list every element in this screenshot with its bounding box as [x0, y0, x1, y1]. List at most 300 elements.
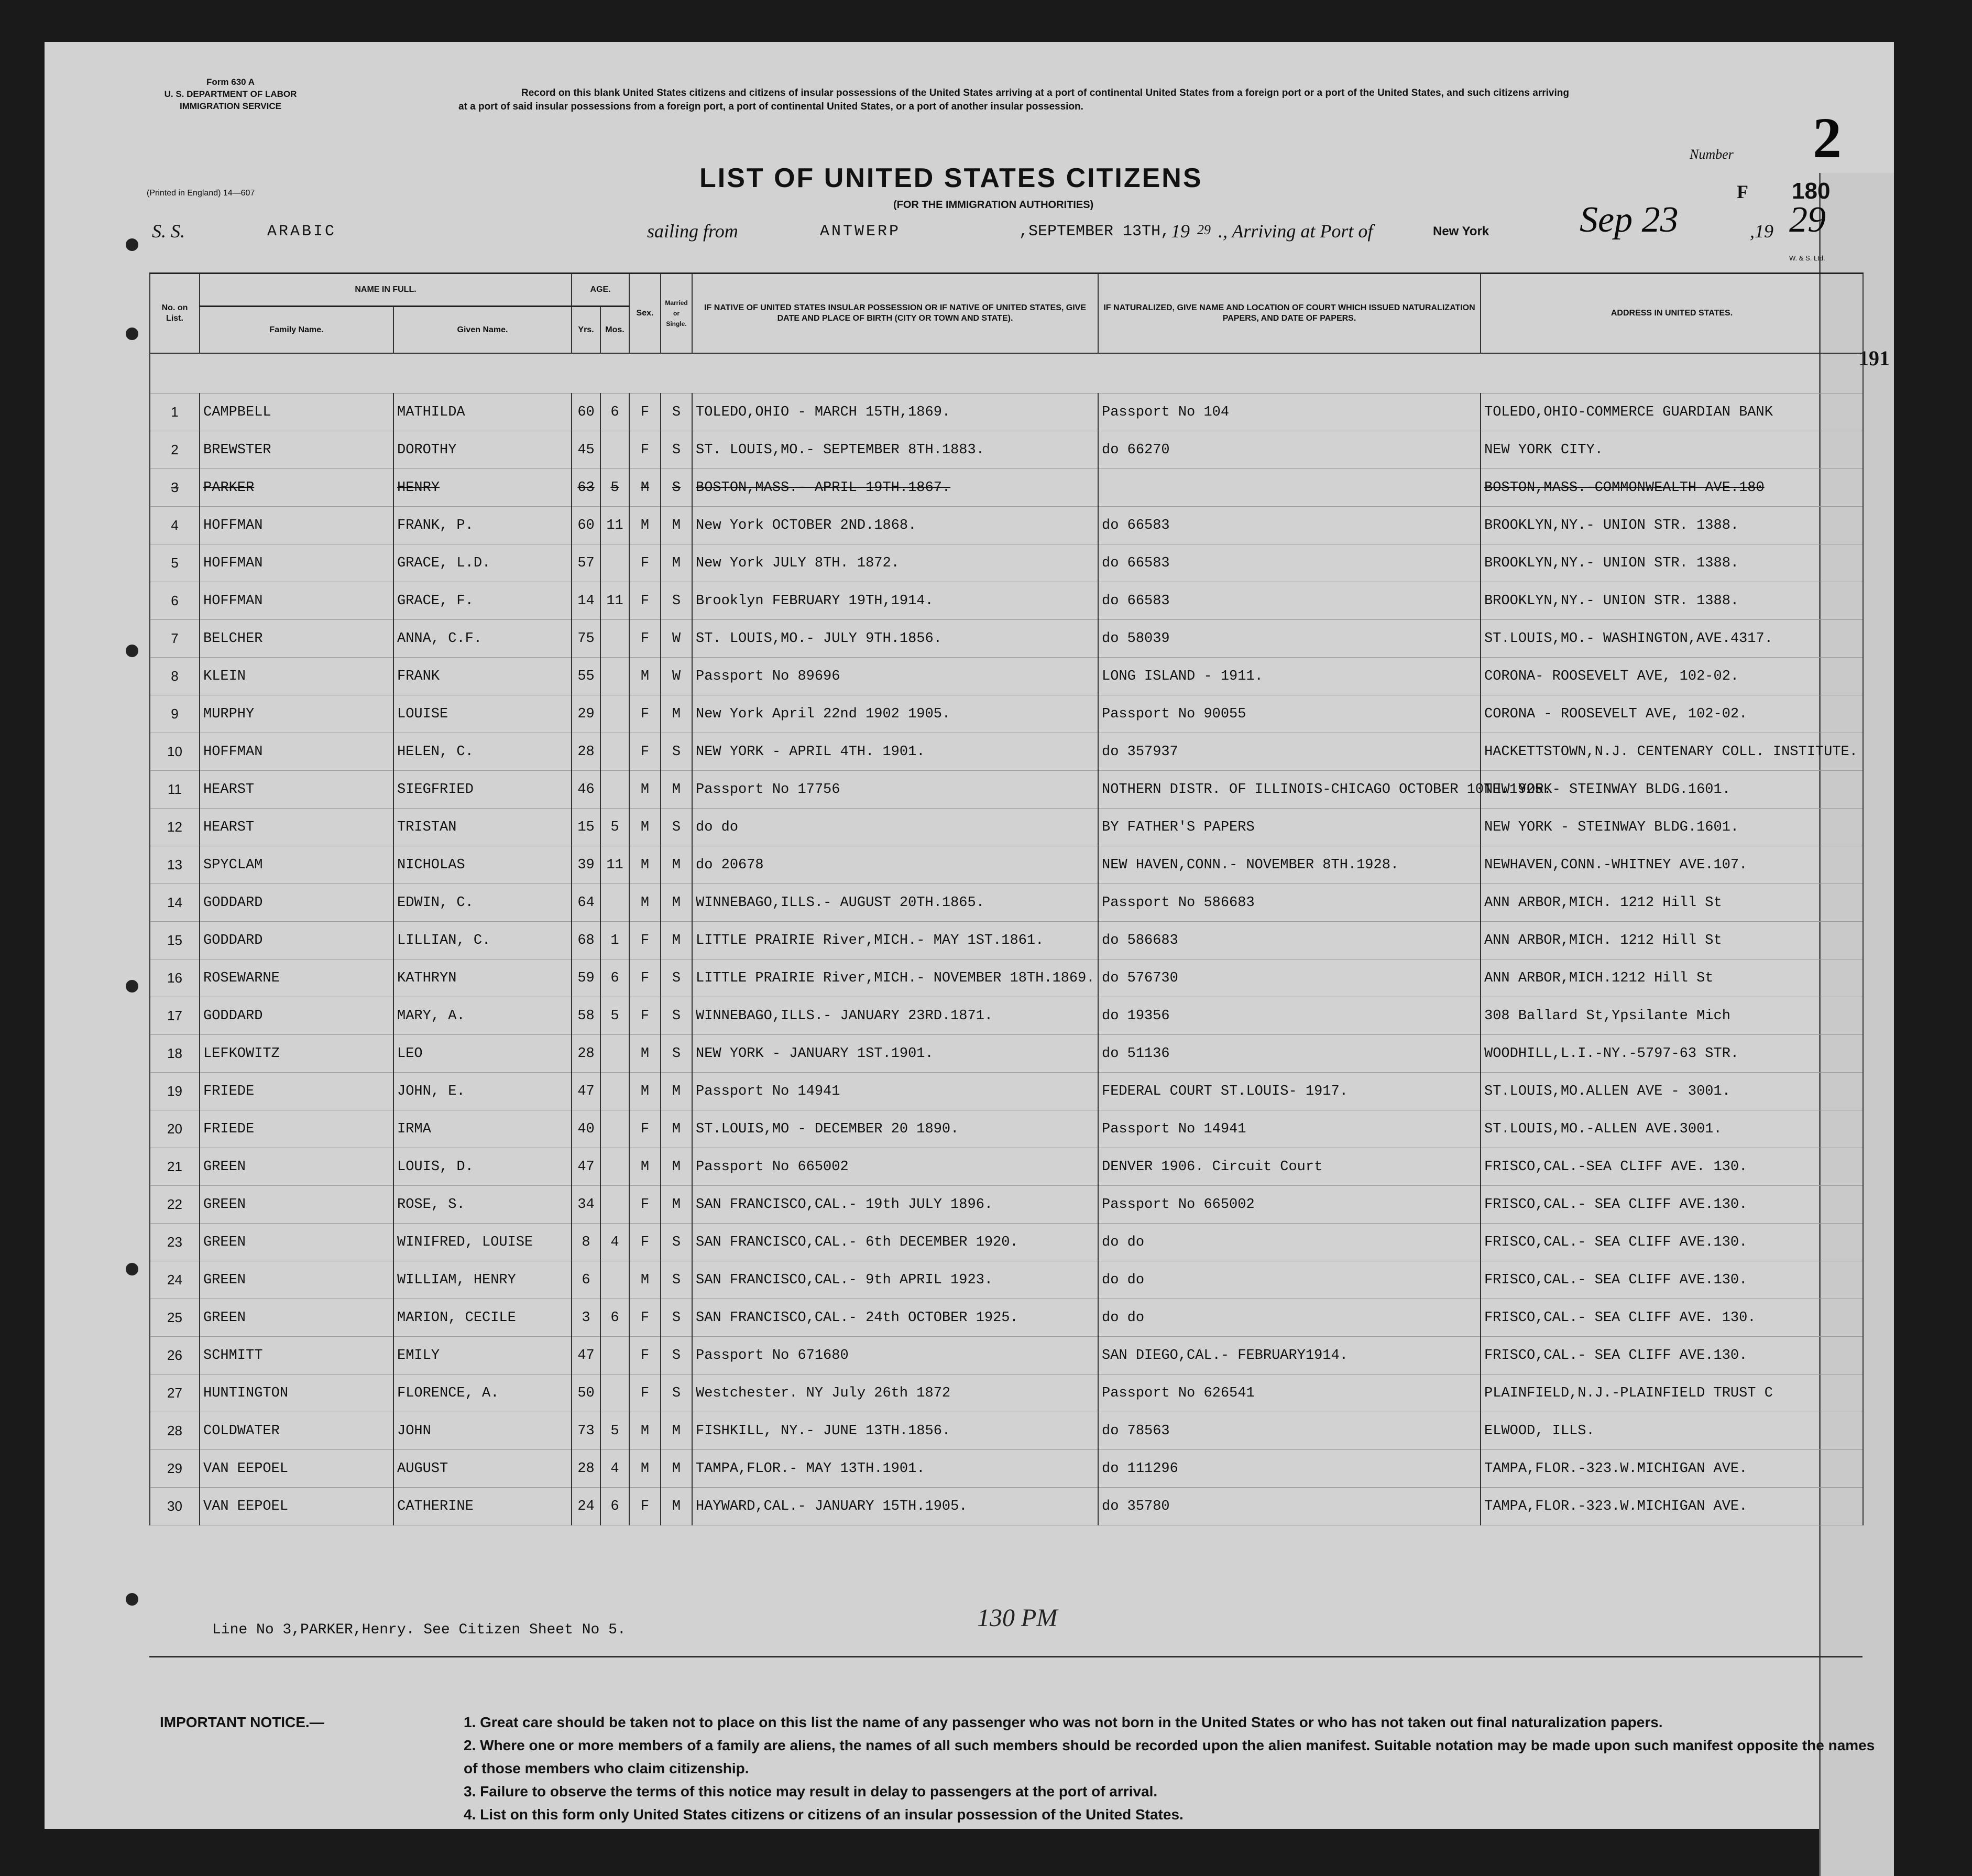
us-address: ST.LOUIS,MO.- WASHINGTON,AVE.4317.: [1481, 620, 1863, 658]
table-row: [150, 884, 1863, 922]
family-name: HOFFMAN: [200, 582, 393, 620]
sex: M: [629, 1148, 661, 1186]
page-subtitle: (FOR THE IMMIGRATION AUTHORITIES): [893, 199, 1094, 211]
naturalization-info: Passport No 665002: [1098, 1186, 1481, 1224]
row-number: 17: [150, 997, 200, 1035]
table-row: [150, 846, 1863, 884]
us-address: FRISCO,CAL.- SEA CLIFF AVE. 130.: [1481, 1299, 1863, 1337]
naturalization-info: do 78563: [1098, 1412, 1481, 1450]
binding-hole: [126, 980, 138, 992]
given-name: LEO: [393, 1035, 572, 1073]
binding-hole: [126, 1593, 138, 1606]
row-number: 14: [150, 884, 200, 922]
sex: M: [629, 1261, 661, 1299]
age-years: 47: [572, 1337, 600, 1375]
given-name: GRACE, L.D.: [393, 544, 572, 582]
age-months: [600, 884, 629, 922]
us-address: ANN ARBOR,MICH. 1212 Hill St: [1481, 922, 1863, 959]
naturalization-info: do do: [1098, 1224, 1481, 1261]
marital-status: S: [661, 997, 692, 1035]
naturalization-info: do 576730: [1098, 959, 1481, 997]
age-months: [600, 620, 629, 658]
marital-status: S: [661, 582, 692, 620]
age-years: 6: [572, 1261, 600, 1299]
age-months: [600, 1337, 629, 1375]
given-name: FRANK, P.: [393, 507, 572, 544]
sailing-year: 29: [1197, 222, 1211, 237]
sex: F: [629, 959, 661, 997]
row-number: 19: [150, 1073, 200, 1110]
naturalization-info: FEDERAL COURT ST.LOUIS- 1917.: [1098, 1073, 1481, 1110]
table-row: [150, 1299, 1863, 1337]
table-row: [150, 582, 1863, 620]
page-title: LIST OF UNITED STATES CITIZENS: [699, 163, 1203, 193]
citizen-list-table: [149, 272, 1864, 1525]
family-name: ROSEWARNE: [200, 959, 393, 997]
birth-info: Passport No 17756: [692, 771, 1098, 809]
us-address: ST.LOUIS,MO.ALLEN AVE - 3001.: [1481, 1073, 1863, 1110]
family-name: GODDARD: [200, 997, 393, 1035]
col-yrs: Yrs.: [572, 307, 600, 354]
notice-heading: IMPORTANT NOTICE.—: [160, 1714, 324, 1730]
marital-status: M: [661, 846, 692, 884]
row-number: 16: [150, 959, 200, 997]
row-number: 23: [150, 1224, 200, 1261]
given-name: MATHILDA: [393, 394, 572, 431]
age-months: [600, 771, 629, 809]
age-months: [600, 1110, 629, 1148]
age-months: [600, 431, 629, 469]
naturalization-info: Passport No 104: [1098, 394, 1481, 431]
naturalization-info: Passport No 626541: [1098, 1375, 1481, 1412]
us-address: TAMPA,FLOR.-323.W.MICHIGAN AVE.: [1481, 1488, 1863, 1525]
notice-item: 2. Where one or more members of a family are aliens, the names of all such members should be recorded upon the alien manifest. Suitable notation may be made upon such manifest opposite the names of those members who claim citizenship.: [464, 1737, 1875, 1776]
naturalization-info: do 66270: [1098, 431, 1481, 469]
row-number: 22: [150, 1186, 200, 1224]
age-years: 75: [572, 620, 600, 658]
given-name: KATHRYN: [393, 959, 572, 997]
birth-info: Passport No 89696: [692, 658, 1098, 695]
family-name: KLEIN: [200, 658, 393, 695]
marital-status: S: [661, 431, 692, 469]
us-address: HACKETTSTOWN,N.J. CENTENARY COLL. INSTITUTE.: [1481, 733, 1863, 771]
birth-info: ST.LOUIS,MO - DECEMBER 20 1890.: [692, 1110, 1098, 1148]
given-name: LILLIAN, C.: [393, 922, 572, 959]
table-row: [150, 1261, 1863, 1299]
table-row: [150, 544, 1863, 582]
us-address: NEW YORK- STEINWAY BLDG.1601.: [1481, 771, 1863, 809]
given-name: IRMA: [393, 1110, 572, 1148]
naturalization-info: do 357937: [1098, 733, 1481, 771]
birth-info: New York April 22nd 1902 1905.: [692, 695, 1098, 733]
sex: M: [629, 507, 661, 544]
naturalization-info: do 19356: [1098, 997, 1481, 1035]
age-years: 64: [572, 884, 600, 922]
marital-status: S: [661, 1299, 692, 1337]
given-name: MARY, A.: [393, 997, 572, 1035]
age-months: [600, 1261, 629, 1299]
family-name: GREEN: [200, 1299, 393, 1337]
family-name: FRIEDE: [200, 1073, 393, 1110]
age-years: 15: [572, 809, 600, 846]
row-number: 13: [150, 846, 200, 884]
us-address: NEWHAVEN,CONN.-WHITNEY AVE.107.: [1481, 846, 1863, 884]
birth-info: LITTLE PRAIRIE River,MICH.- NOVEMBER 18TH.1869.: [692, 959, 1098, 997]
row-number: 8: [150, 658, 200, 695]
family-name: GREEN: [200, 1224, 393, 1261]
age-years: 34: [572, 1186, 600, 1224]
age-years: 28: [572, 733, 600, 771]
col-mos: Mos.: [600, 307, 629, 354]
record-instructions: Record on this blank United States citizens and citizens of insular possessions of the United States arriving at a port of continental United States from a foreign port or a port of the United States, and such citizens arriving at a port of said insular possessions from a foreign port, a port of continental United States, or a port of another insular possession.: [458, 88, 1569, 112]
col-name: NAME IN FULL.: [200, 274, 572, 307]
age-months: 4: [600, 1224, 629, 1261]
table-row: [150, 1073, 1863, 1110]
table-row: [150, 733, 1863, 771]
family-name: GREEN: [200, 1261, 393, 1299]
marital-status: M: [661, 695, 692, 733]
row-number: 12: [150, 809, 200, 846]
given-name: JOHN: [393, 1412, 572, 1450]
family-name: FRIEDE: [200, 1110, 393, 1148]
row-number: 30: [150, 1488, 200, 1525]
family-name: VAN EEPOEL: [200, 1488, 393, 1525]
family-name: HUNTINGTON: [200, 1375, 393, 1412]
arrival-date: Sep 23: [1580, 200, 1679, 240]
us-address: BROOKLYN,NY.- UNION STR. 1388.: [1481, 507, 1863, 544]
birth-info: ST. LOUIS,MO.- SEPTEMBER 8TH.1883.: [692, 431, 1098, 469]
binding-hole: [126, 1263, 138, 1275]
marital-status: S: [661, 733, 692, 771]
family-name: LEFKOWITZ: [200, 1035, 393, 1073]
given-name: CATHERINE: [393, 1488, 572, 1525]
sex: F: [629, 997, 661, 1035]
sex: M: [629, 658, 661, 695]
table-row: [150, 658, 1863, 695]
sailing-date: ,SEPTEMBER 13TH,: [1019, 223, 1170, 241]
manifest-sheet: [45, 42, 1894, 1829]
us-address: BROOKLYN,NY.- UNION STR. 1388.: [1481, 544, 1863, 582]
us-address: FRISCO,CAL.- SEA CLIFF AVE.130.: [1481, 1337, 1863, 1375]
given-name: WILLIAM, HENRY: [393, 1261, 572, 1299]
given-name: SIEGFRIED: [393, 771, 572, 809]
age-months: [600, 658, 629, 695]
us-address: CORONA - ROOSEVELT AVE, 102-02.: [1481, 695, 1863, 733]
given-name: HELEN, C.: [393, 733, 572, 771]
sex: F: [629, 1224, 661, 1261]
table-row: [150, 1488, 1863, 1525]
footer-note: Line No 3,PARKER,Henry. See Citizen Sheet No 5.: [212, 1622, 626, 1638]
given-name: LOUISE: [393, 695, 572, 733]
birth-info: New York OCTOBER 2ND.1868.: [692, 507, 1098, 544]
naturalization-info: do do: [1098, 1299, 1481, 1337]
us-address: NEW YORK CITY.: [1481, 431, 1863, 469]
row-number: 27: [150, 1375, 200, 1412]
age-months: 6: [600, 394, 629, 431]
row-number: 2: [150, 431, 200, 469]
table-row: [150, 620, 1863, 658]
us-address: 308 Ballard St,Ypsilante Mich: [1481, 997, 1863, 1035]
table-row: [150, 394, 1863, 431]
naturalization-info: do 111296: [1098, 1450, 1481, 1488]
marital-status: S: [661, 1035, 692, 1073]
us-address: TOLEDO,OHIO-COMMERCE GUARDIAN BANK: [1481, 394, 1863, 431]
family-name: VAN EEPOEL: [200, 1450, 393, 1488]
age-years: 45: [572, 431, 600, 469]
table-row: [150, 1224, 1863, 1261]
notice-item: 3. Failure to observe the terms of this notice may result in delay to passengers at the port of arrival.: [464, 1783, 1158, 1799]
row-number: 18: [150, 1035, 200, 1073]
marital-status: S: [661, 469, 692, 507]
sex: M: [629, 1450, 661, 1488]
family-name: HOFFMAN: [200, 733, 393, 771]
port-to: New York: [1433, 224, 1489, 238]
birth-info: SAN FRANCISCO,CAL.- 9th APRIL 1923.: [692, 1261, 1098, 1299]
passenger-rows: [150, 394, 1863, 1525]
birth-info: SAN FRANCISCO,CAL.- 19th JULY 1896.: [692, 1186, 1098, 1224]
sex: M: [629, 1073, 661, 1110]
naturalization-info: NOTHERN DISTR. OF ILLINOIS-CHICAGO OCTOBER 10TH.1925.: [1098, 771, 1481, 809]
marital-status: M: [661, 922, 692, 959]
table-row: [150, 997, 1863, 1035]
birth-info: SAN FRANCISCO,CAL.- 6th DECEMBER 1920.: [692, 1224, 1098, 1261]
marital-status: S: [661, 1375, 692, 1412]
naturalization-info: do 35780: [1098, 1488, 1481, 1525]
row-number: 26: [150, 1337, 200, 1375]
marital-status: M: [661, 1073, 692, 1110]
important-notice: [160, 1711, 1878, 1826]
naturalization-info: do 51136: [1098, 1035, 1481, 1073]
department-name: U. S. DEPARTMENT OF LABOR: [164, 89, 297, 99]
marital-status: M: [661, 507, 692, 544]
age-years: 55: [572, 658, 600, 695]
table-row: [150, 1375, 1863, 1412]
naturalization-info: do 66583: [1098, 544, 1481, 582]
marital-status: S: [661, 809, 692, 846]
arrival-year: 29: [1789, 200, 1826, 240]
marital-status: W: [661, 658, 692, 695]
sex: F: [629, 922, 661, 959]
us-address: ANN ARBOR,MICH. 1212 Hill St: [1481, 884, 1863, 922]
col-naturalized: IF NATURALIZED, GIVE NAME AND LOCATION OF COURT WHICH ISSUED NATURALIZATION PAPERS, AND DATE OF PAPERS.: [1098, 274, 1481, 354]
service-name: IMMIGRATION SERVICE: [180, 101, 281, 111]
family-name: BELCHER: [200, 620, 393, 658]
given-name: ANNA, C.F.: [393, 620, 572, 658]
row-number: 4: [150, 507, 200, 544]
age-years: 8: [572, 1224, 600, 1261]
year-prefix: 19: [1171, 221, 1190, 242]
marital-status: M: [661, 1186, 692, 1224]
family-name: SCHMITT: [200, 1337, 393, 1375]
family-name: GODDARD: [200, 922, 393, 959]
us-address: FRISCO,CAL.- SEA CLIFF AVE.130.: [1481, 1261, 1863, 1299]
age-months: [600, 1375, 629, 1412]
birth-info: HAYWARD,CAL.- JANUARY 15TH.1905.: [692, 1488, 1098, 1525]
binding-hole: [126, 645, 138, 657]
row-number: 3: [150, 469, 200, 507]
naturalization-info: SAN DIEGO,CAL.- FEBRUARY1914.: [1098, 1337, 1481, 1375]
age-years: 59: [572, 959, 600, 997]
sex: M: [629, 809, 661, 846]
binding-hole: [126, 238, 138, 251]
notice-list: [160, 1711, 1878, 1826]
birth-info: NEW YORK - JANUARY 1ST.1901.: [692, 1035, 1098, 1073]
given-name: FRANK: [393, 658, 572, 695]
family-name: HOFFMAN: [200, 544, 393, 582]
given-name: LOUIS, D.: [393, 1148, 572, 1186]
table-row: [150, 1450, 1863, 1488]
sex: F: [629, 582, 661, 620]
birth-info: WINNEBAGO,ILLS.- JANUARY 23RD.1871.: [692, 997, 1098, 1035]
naturalization-info: do 586683: [1098, 922, 1481, 959]
us-address: FRISCO,CAL.- SEA CLIFF AVE.130.: [1481, 1224, 1863, 1261]
age-years: 47: [572, 1148, 600, 1186]
row-number: 21: [150, 1148, 200, 1186]
arriving-label: ., Arriving at Port of: [1218, 221, 1373, 242]
age-months: 6: [600, 1299, 629, 1337]
sex: F: [629, 431, 661, 469]
us-address: PLAINFIELD,N.J.-PLAINFIELD TRUST C: [1481, 1375, 1863, 1412]
table-row: [150, 431, 1863, 469]
row-number: 28: [150, 1412, 200, 1450]
marital-status: M: [661, 1110, 692, 1148]
family-name: GODDARD: [200, 884, 393, 922]
birth-info: do 20678: [692, 846, 1098, 884]
age-years: 24: [572, 1488, 600, 1525]
row-number: 1: [150, 394, 200, 431]
age-years: 28: [572, 1450, 600, 1488]
table-row: [150, 1412, 1863, 1450]
given-name: GRACE, F.: [393, 582, 572, 620]
age-months: 6: [600, 1488, 629, 1525]
us-address: WOODHILL,L.I.-NY.-5797-63 STR.: [1481, 1035, 1863, 1073]
us-address: NEW YORK - STEINWAY BLDG.1601.: [1481, 809, 1863, 846]
birth-info: Passport No 14941: [692, 1073, 1098, 1110]
form-identifier: [144, 76, 317, 112]
naturalization-info: do 58039: [1098, 620, 1481, 658]
col-given: Given Name.: [393, 307, 572, 354]
naturalization-info: BY FATHER'S PAPERS: [1098, 809, 1481, 846]
birth-info: BOSTON,MASS.- APRIL 19TH.1867.: [692, 469, 1098, 507]
age-years: 39: [572, 846, 600, 884]
family-name: PARKER: [200, 469, 393, 507]
col-birth: IF NATIVE OF UNITED STATES INSULAR POSSESSION OR IF NATIVE OF UNITED STATES, GIVE DATE AND PLACE OF BIRTH (CITY OR TOWN AND STATE).: [692, 274, 1098, 354]
naturalization-info: Passport No 90055: [1098, 695, 1481, 733]
row-number: 20: [150, 1110, 200, 1148]
given-name: MARION, CECILE: [393, 1299, 572, 1337]
sex: M: [629, 771, 661, 809]
row-number: 7: [150, 620, 200, 658]
us-address: ELWOOD, ILLS.: [1481, 1412, 1863, 1450]
age-months: 5: [600, 997, 629, 1035]
age-years: 58: [572, 997, 600, 1035]
age-months: 4: [600, 1450, 629, 1488]
us-address: BOSTON,MASS.-COMMONWEALTH AVE.180: [1481, 469, 1863, 507]
given-name: NICHOLAS: [393, 846, 572, 884]
sex: M: [629, 469, 661, 507]
age-years: 50: [572, 1375, 600, 1412]
sex: M: [629, 1035, 661, 1073]
binding-hole: [126, 328, 138, 340]
sex: F: [629, 1299, 661, 1337]
sex: M: [629, 884, 661, 922]
birth-info: SAN FRANCISCO,CAL.- 24th OCTOBER 1925.: [692, 1299, 1098, 1337]
birth-info: TOLEDO,OHIO - MARCH 15TH,1869.: [692, 394, 1098, 431]
age-years: 28: [572, 1035, 600, 1073]
age-months: 5: [600, 469, 629, 507]
family-name: HEARST: [200, 771, 393, 809]
table-row: [150, 922, 1863, 959]
marital-status: M: [661, 1450, 692, 1488]
col-sex: Sex.: [629, 274, 661, 354]
age-years: 47: [572, 1073, 600, 1110]
birth-info: do do: [692, 809, 1098, 846]
birth-info: Passport No 665002: [692, 1148, 1098, 1186]
birth-info: NEW YORK - APRIL 4TH. 1901.: [692, 733, 1098, 771]
ss-label: S. S.: [152, 221, 185, 242]
handwritten-time: 130 PM: [977, 1604, 1058, 1632]
marital-status: S: [661, 1224, 692, 1261]
form-number: Form 630 A: [206, 77, 255, 87]
age-years: 40: [572, 1110, 600, 1148]
age-months: 6: [600, 959, 629, 997]
age-years: 68: [572, 922, 600, 959]
family-name: GREEN: [200, 1186, 393, 1224]
arrival-year-prefix: ,19: [1750, 221, 1773, 242]
birth-info: Westchester. NY July 26th 1872: [692, 1375, 1098, 1412]
marital-status: W: [661, 620, 692, 658]
birth-info: New York JULY 8TH. 1872.: [692, 544, 1098, 582]
col-no: No. on List.: [150, 274, 200, 354]
sex: M: [629, 846, 661, 884]
given-name: DOROTHY: [393, 431, 572, 469]
age-months: [600, 733, 629, 771]
naturalization-info: LONG ISLAND - 1911.: [1098, 658, 1481, 695]
notice-item: 1. Great care should be taken not to place on this list the name of any passenger who was not born in the United States or who has not taken out final naturalization papers.: [464, 1714, 1663, 1730]
age-years: 3: [572, 1299, 600, 1337]
age-months: [600, 695, 629, 733]
col-family: Family Name.: [200, 307, 393, 354]
age-months: [600, 544, 629, 582]
table-row: [150, 469, 1863, 507]
family-name: COLDWATER: [200, 1412, 393, 1450]
given-name: FLORENCE, A.: [393, 1375, 572, 1412]
row-number: 29: [150, 1450, 200, 1488]
number-label: Number: [1690, 147, 1734, 162]
sex: M: [629, 1412, 661, 1450]
marital-status: S: [661, 959, 692, 997]
marital-status: M: [661, 1412, 692, 1450]
birth-info: FISHKILL, NY.- JUNE 13TH.1856.: [692, 1412, 1098, 1450]
row-number: 25: [150, 1299, 200, 1337]
given-name: HENRY: [393, 469, 572, 507]
given-name: JOHN, E.: [393, 1073, 572, 1110]
age-years: 57: [572, 544, 600, 582]
col-age: AGE.: [572, 274, 629, 307]
us-address: ANN ARBOR,MICH.1212 Hill St: [1481, 959, 1863, 997]
table-row: [150, 1110, 1863, 1148]
birth-info: Passport No 671680: [692, 1337, 1098, 1375]
table-row: [150, 1148, 1863, 1186]
age-months: 5: [600, 1412, 629, 1450]
birth-info: WINNEBAGO,ILLS.- AUGUST 20TH.1865.: [692, 884, 1098, 922]
us-address: ST.LOUIS,MO.-ALLEN AVE.3001.: [1481, 1110, 1863, 1148]
age-months: 5: [600, 809, 629, 846]
ship-name: ARABIC: [267, 223, 337, 241]
sailing-label: sailing from: [647, 221, 738, 242]
sex: F: [629, 620, 661, 658]
marital-status: M: [661, 1488, 692, 1525]
